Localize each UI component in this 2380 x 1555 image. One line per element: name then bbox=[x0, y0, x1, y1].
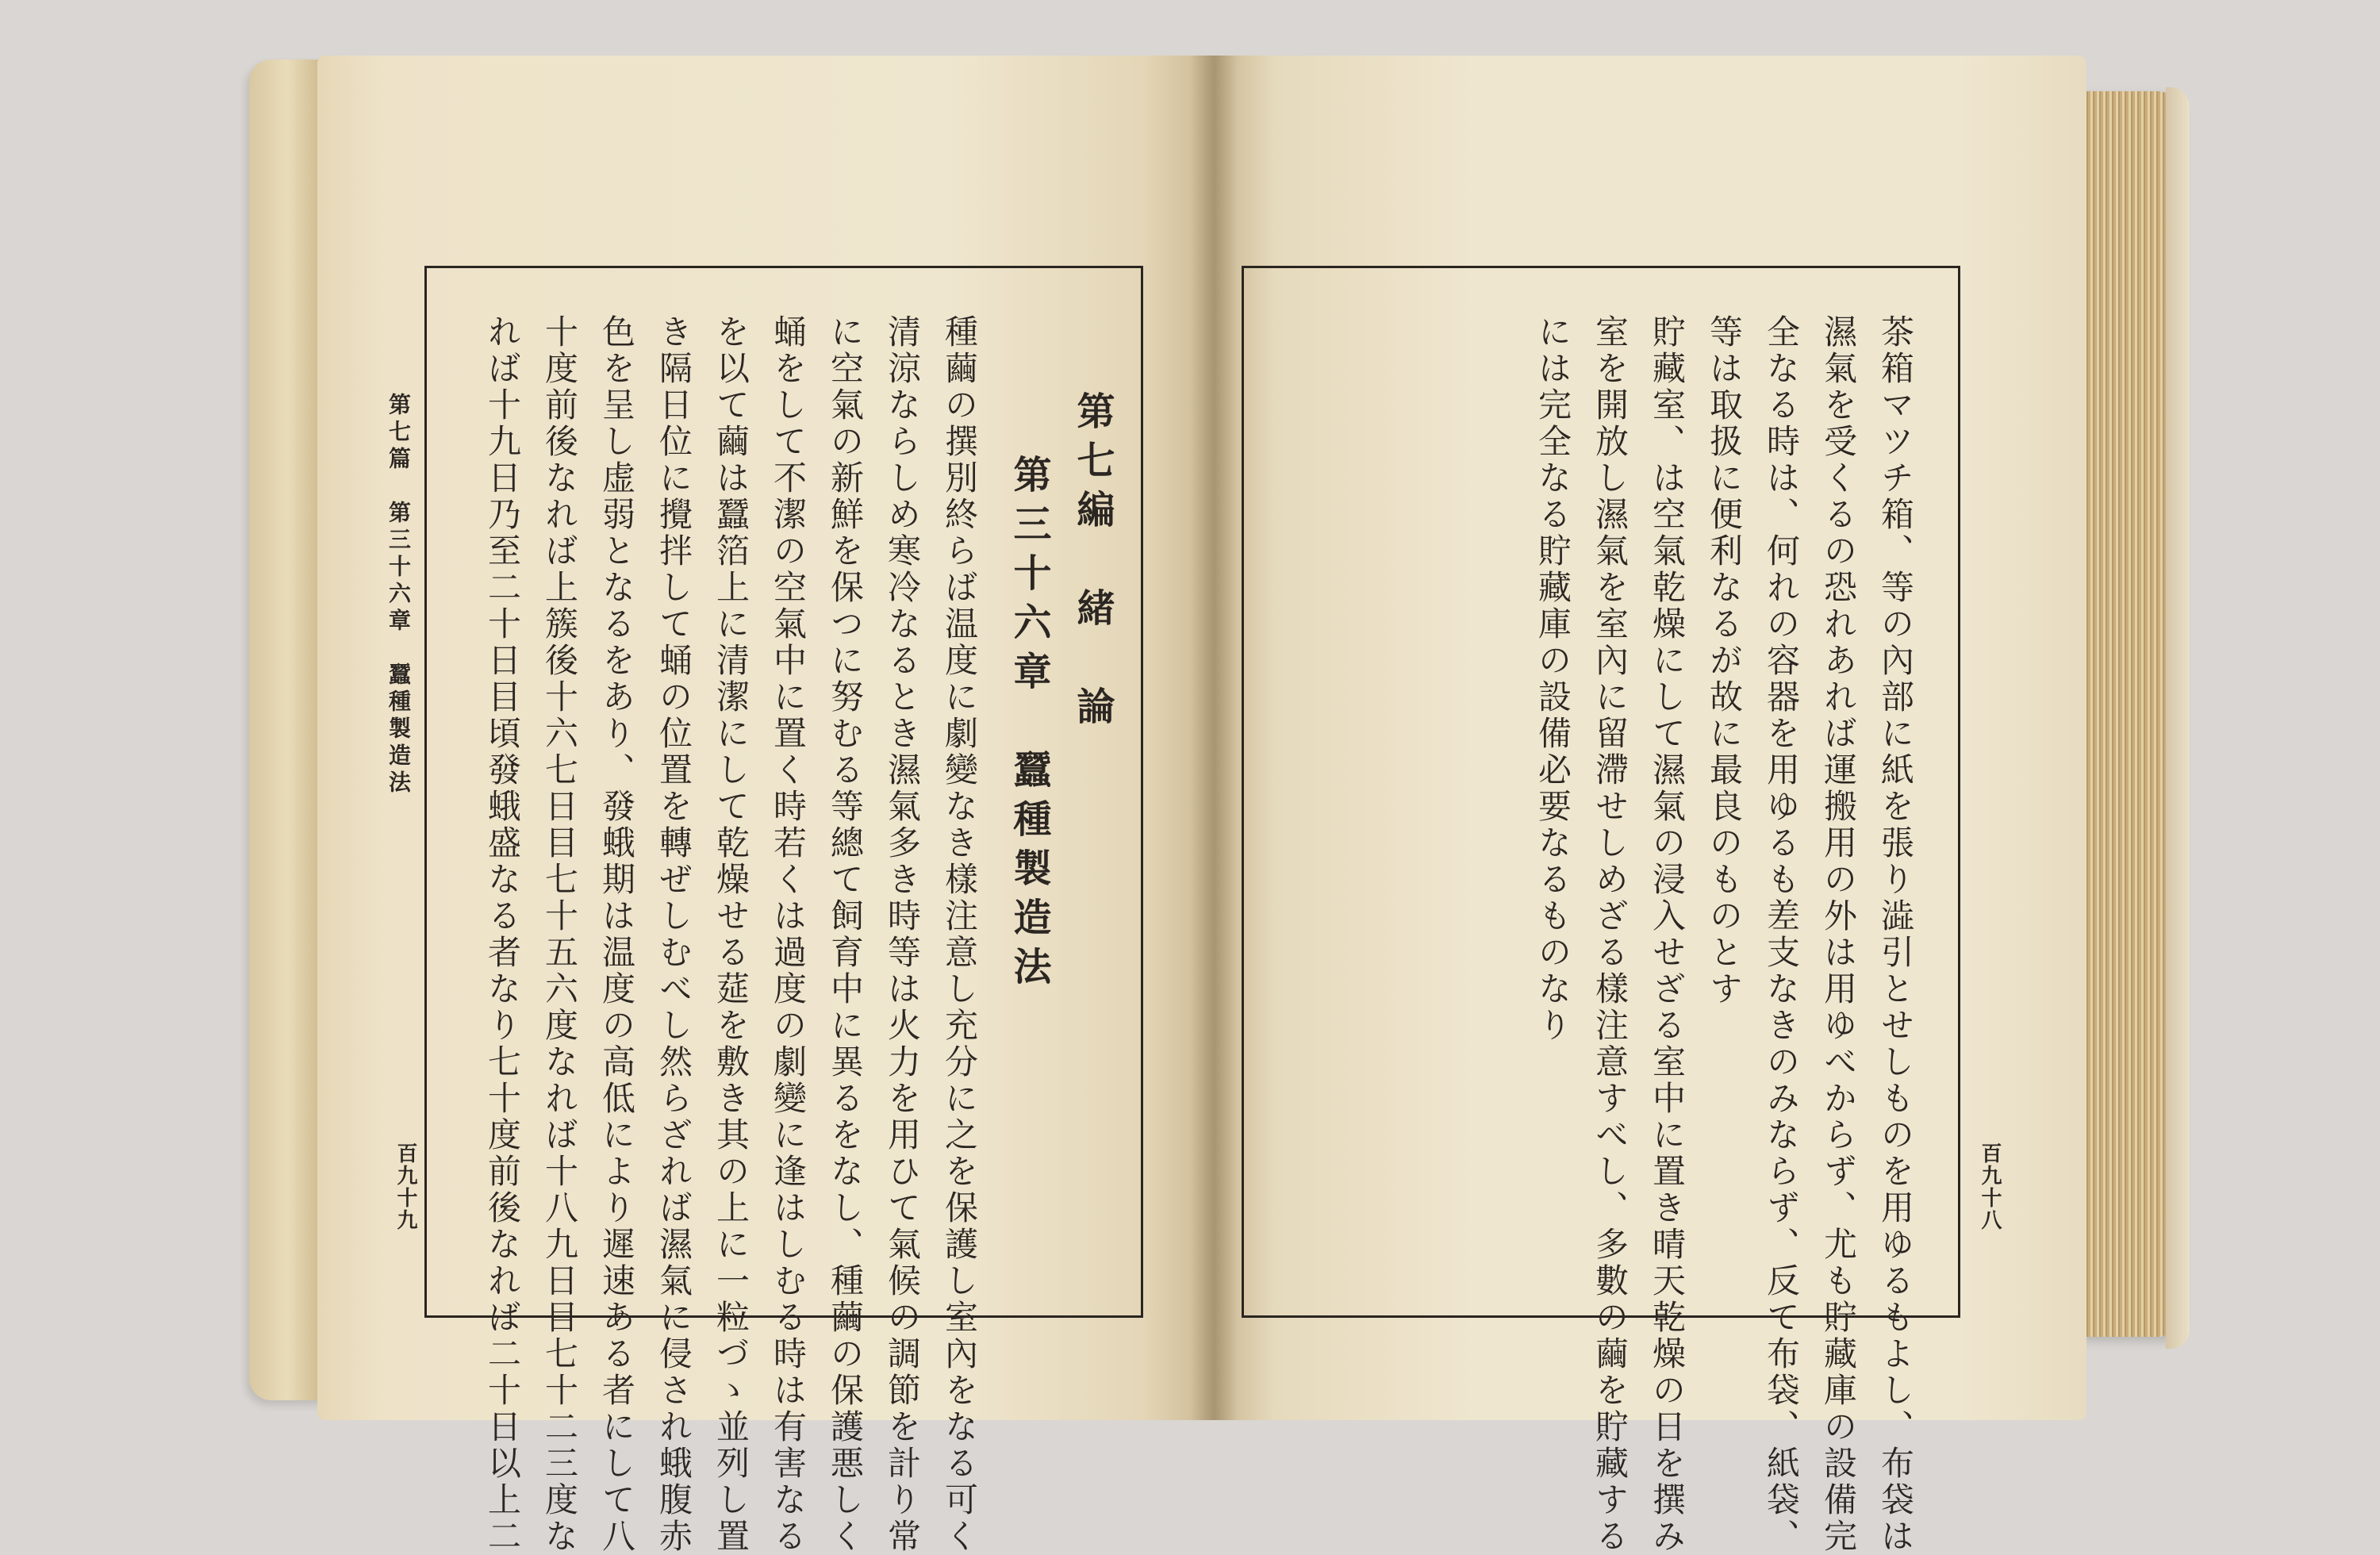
body-column-6: 室を開放し濕氣を室內に留滯せしめざる樣注意すべし、多數の繭を貯藏する bbox=[1591, 314, 1630, 1555]
open-book bbox=[238, 32, 2190, 1555]
right-cover-edge bbox=[2166, 87, 2190, 1349]
body-column-2: 濕氣を受くるの恐れあれば運搬用の外は用ゆべからず、尤も貯藏庫の設備完 bbox=[1819, 314, 1858, 1555]
page-number-right: 百九十八 bbox=[1978, 1142, 2002, 1231]
body-column-8: 十度前後なれば上簇後十六七日目七十五六度なれば十八九日目七十二三度な bbox=[540, 314, 579, 1555]
body-column-3: に空氣の新鮮を保つに努むる等總て飼育中に異るをなし、種繭の保護悪しく bbox=[826, 314, 865, 1555]
page-number-left: 百九十九 bbox=[393, 1142, 417, 1231]
chapter-title: 第三十六章 蠶種製造法 bbox=[1007, 455, 1051, 996]
body-column-5: を以て繭は蠶箔上に清潔にして乾燥せる莚を敷き其の上に一粒づゝ並列し置 bbox=[712, 314, 750, 1555]
book-gutter bbox=[1190, 56, 1238, 1420]
body-column-6: き隔日位に攪拌して蛹の位置を轉ぜしむべし然らざれば濕氣に侵され蛾腹赤 bbox=[654, 314, 693, 1555]
left-text-frame bbox=[424, 266, 1143, 1555]
part-title: 第七編 緒 論 bbox=[1070, 391, 1115, 735]
body-column-5: 貯藏室、は空氣乾燥にして濕氣の浸入せざる室中に置き晴天乾燥の日を撰み bbox=[1648, 314, 1687, 1555]
body-column-3: 全なる時は、何れの容器を用ゆるも差支なきのみならず、反て布袋、紙袋、 bbox=[1762, 314, 1801, 1555]
body-column-9: れば十九日乃至二十日目頃發蛾盛なる者なり七十度前後なれば二十日以上二 bbox=[483, 314, 522, 1555]
body-column-4: 蛹をして不潔の空氣中に置く時若くは過度の劇變に逢はしむる時は有害なる bbox=[769, 314, 808, 1555]
running-header: 第七篇 第三十六章 蠶種製造法 bbox=[386, 393, 412, 797]
body-column-7: 色を呈し虚弱となるをあり、發蛾期は温度の高低により遲速ある者にして八 bbox=[597, 314, 636, 1555]
body-column-1: 種繭の撰別終らば温度に劇變なき樣注意し充分に之を保護し室內をなる可く bbox=[940, 314, 979, 1555]
body-column-7: には完全なる貯藏庫の設備必要なるものなり bbox=[1534, 314, 1572, 1044]
right-page-edges bbox=[2075, 91, 2178, 1337]
body-column-4: 等は取扱に便利なるが故に最良のものとす bbox=[1705, 314, 1744, 1008]
body-column-1: 茶箱マツチ箱、等の內部に紙を張り澁引とせしものを用ゆるもよし、布袋は bbox=[1876, 314, 1915, 1555]
right-text-frame bbox=[1242, 266, 1960, 1555]
body-column-2: 清涼ならしめ寒冷なるとき濕氣多き時等は火力を用ひて氣候の調節を計り常 bbox=[883, 314, 922, 1555]
